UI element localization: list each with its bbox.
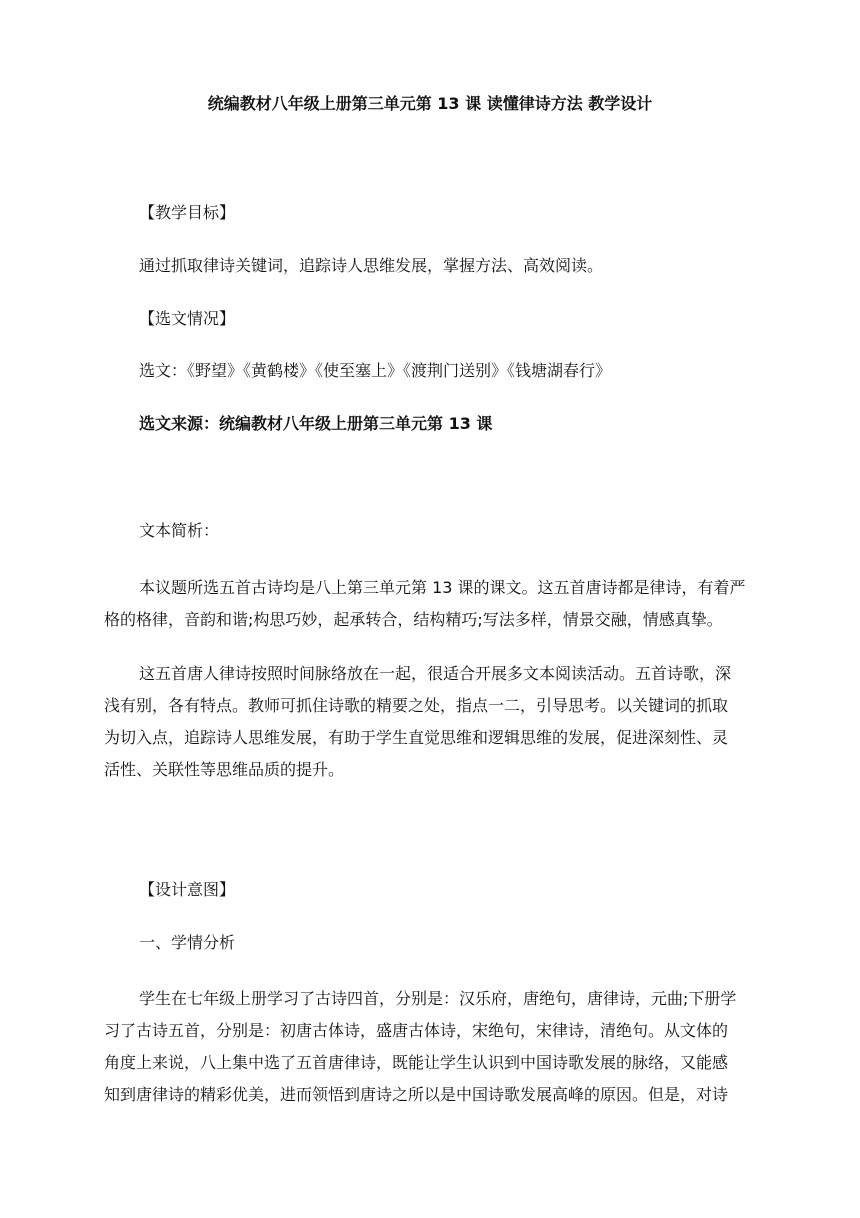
teaching-goal-text: 通过抓取律诗关键词，追踪诗人思维发展，掌握方法、高效阅读。 <box>139 256 604 275</box>
paragraph-line: 习了古诗五首，分别是：初唐古体诗，盛唐古体诗，宋绝句，宋律诗，清绝句。从文体的 <box>104 1021 729 1040</box>
paragraph-line: 活性、关联性等思维品质的提升。 <box>104 760 345 779</box>
analysis-paragraph-2 <box>104 658 756 786</box>
paragraph-line: 知到唐律诗的精彩优美，进而领悟到唐诗之所以是中国诗歌发展高峰的原因。但是，对诗 <box>104 1085 729 1104</box>
paragraph-line: 学生在七年级上册学习了古诗四首，分别是：汉乐府，唐绝句，唐律诗，元曲;下册学 <box>139 989 737 1008</box>
paragraph-line: 这五首唐人律诗按照时间脉络放在一起，很适合开展多文本阅读活动。五首诗歌，深 <box>139 664 732 683</box>
student-analysis-paragraph <box>104 983 756 1111</box>
section-heading-selection: 【选文情况】 <box>139 309 236 328</box>
paragraph-line: 为切入点，追踪诗人思维发展，有助于学生直觉思维和逻辑思维的发展，促进深刻性、灵 <box>104 728 729 747</box>
analysis-paragraph-1 <box>104 572 756 636</box>
selection-source: 选文来源：统编教材八年级上册第三单元第 13 课 <box>139 414 493 433</box>
analysis-label: 文本简析： <box>139 521 220 540</box>
document-title: 统编教材八年级上册第三单元第 13 课 读懂律诗方法 教学设计 <box>207 94 653 113</box>
subsection-student-analysis: 一、学情分析 <box>139 933 236 952</box>
paragraph-line: 格的格律，音韵和谐;构思巧妙，起承转合，结构精巧;写法多样，情景交融，情感真挚。 <box>104 610 723 629</box>
section-heading-design-intent: 【设计意图】 <box>139 880 236 899</box>
paragraph-line: 浅有别，各有特点。教师可抓住诗歌的精要之处，指点一二，引导思考。以关键词的抓取 <box>104 696 729 715</box>
section-heading-teaching-goals: 【教学目标】 <box>139 203 236 222</box>
paragraph-line: 本议题所选五首古诗均是八上第三单元第 13 课的课文。这五首唐诗都是律诗，有着严 <box>139 578 746 597</box>
selection-text: 选文：《野望》《黄鹤楼》《使至塞上》《渡荆门送别》《钱塘湖春行》 <box>139 361 612 380</box>
paragraph-line: 角度上来说，八上集中选了五首唐律诗，既能让学生认识到中国诗歌发展的脉络，又能感 <box>104 1053 729 1072</box>
